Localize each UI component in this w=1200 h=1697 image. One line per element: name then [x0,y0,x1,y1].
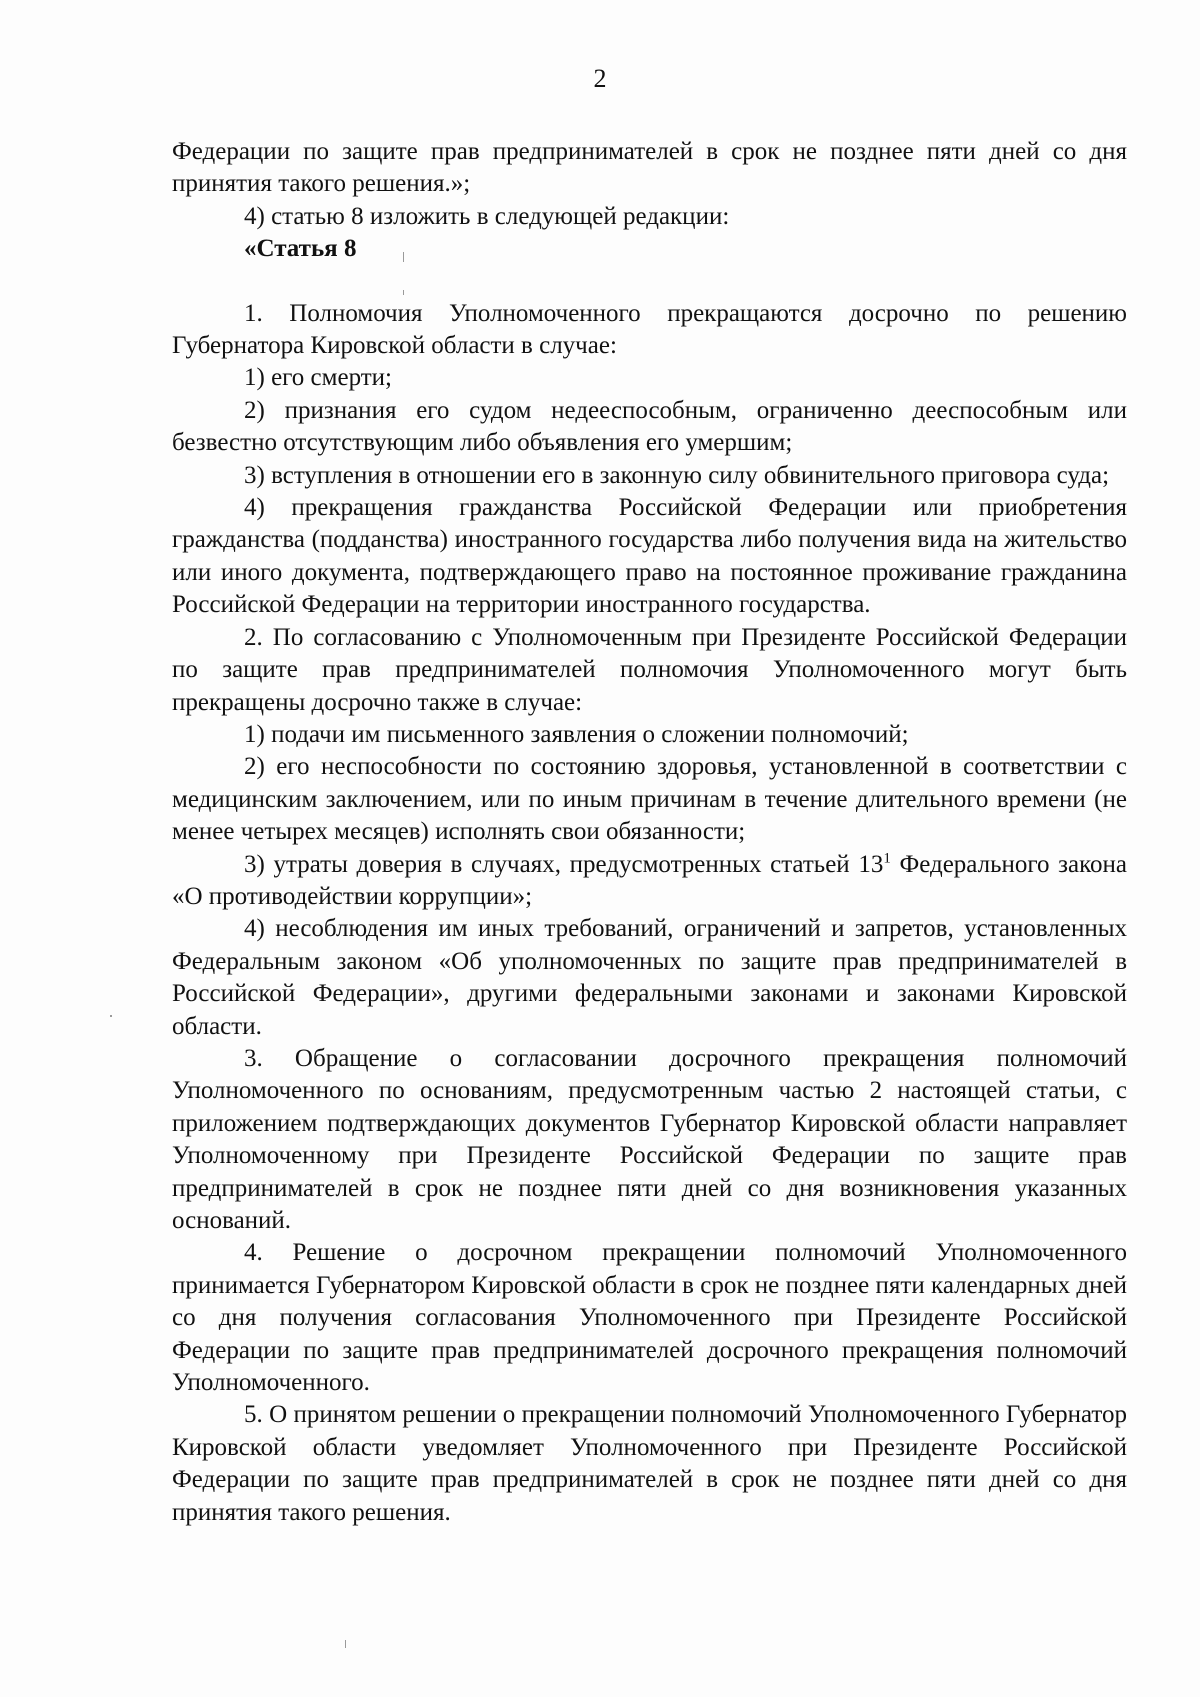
paragraph-amendment-item-4: 4) статью 8 изложить в следующей редакции: [244,202,730,230]
clause-2-item-3-text: 3) утраты доверия в случаях, предусмотренных статьей 13 [244,850,884,878]
clause-4: 4. Решение о досрочном прекращении полномочий Уполномоченного принимается Губернатором Кировской области в срок не позднее пяти календарных дней со дня получения согласования Уполномоченного при Президенте Российской Федерации по защите прав предпринимателей досрочного прекращения полномочий Уполномоченного. [172,1239,1127,1397]
clause-2-item-2: 2) его неспособности по состоянию здоровья, установленной в соответствии с медицинским заключением, или по иным причинам в течение длительного времени (не менее четырех месяцев) исполнять свои обязанности; [172,753,1127,846]
paragraph-continuation: Федерации по защите прав предпринимателей в срок не позднее пяти дней со дня принятия такого решения.»; [172,138,1127,198]
article-superscript: 1 [883,850,891,867]
clause-2-item-3 [172,849,1127,914]
clause-1-item-2: 2) признания его судом недееспособным, ограниченно дееспособным или безвестно отсутствующим либо объявления его умершим; [172,396,1127,457]
clause-5: 5. О принятом решении о прекращении полномочий Уполномоченного Губернатор Кировской области уведомляет Уполномоченного при Президенте Российской Федерации по защите прав предпринимателей в срок не позднее пяти дней со дня принятия такого решения. [172,1401,1127,1526]
scan-artifact [403,252,404,262]
clause-2-item-3-tail: Федерального закона «О противодействии коррупции»; [172,850,1127,910]
article-heading: «Статья 8 [244,235,357,263]
scan-artifact [345,1640,346,1648]
clause-1-item-4: 4) прекращения гражданства Российской Федерации или приобретения гражданства (подданства) иностранного государства либо получения вида на жительство или иного документа, подтверждающего право на постоянное проживание гражданина Российской Федерации на территории иностранного государства. [172,494,1127,619]
scan-artifact [403,290,404,295]
document-body [172,136,1127,1529]
clause-2-item-4: 4) несоблюдения им иных требований, ограничений и запретов, установленных Федеральным законом «Об уполномоченных по защите прав предпринимателей в Российской Федерации», другими федеральными законами и законами Кировской области. [172,915,1127,1040]
clause-1-item-1: 1) его смерти; [244,364,392,392]
clause-3: 3. Обращение о согласовании досрочного прекращения полномочий Уполномоченного по основаниям, предусмотренным частью 2 настоящей статьи, с приложением подтверждающих документов Губернатор Кировской области направляет Уполномоченному при Президенте Российской Федерации по защите прав предпринимателей в срок не позднее пяти дней со дня возникновения указанных оснований. [172,1044,1127,1234]
scan-artifact [110,1015,112,1017]
clause-2: 2. По согласованию с Уполномоченным при Президенте Российской Федерации по защите прав предпринимателей полномочия Уполномоченного могут быть прекращены досрочно также в случае: [172,623,1127,716]
clause-1: 1. Полномочия Уполномоченного прекращаются досрочно по решению Губернатора Кировской области в случае: [172,299,1127,360]
clause-2-item-1: 1) подачи им письменного заявления о сложении полномочий; [244,720,909,748]
clause-1-item-3: 3) вступления в отношении его в законную силу обвинительного приговора суда; [244,461,1110,489]
page-number: 2 [593,64,607,93]
